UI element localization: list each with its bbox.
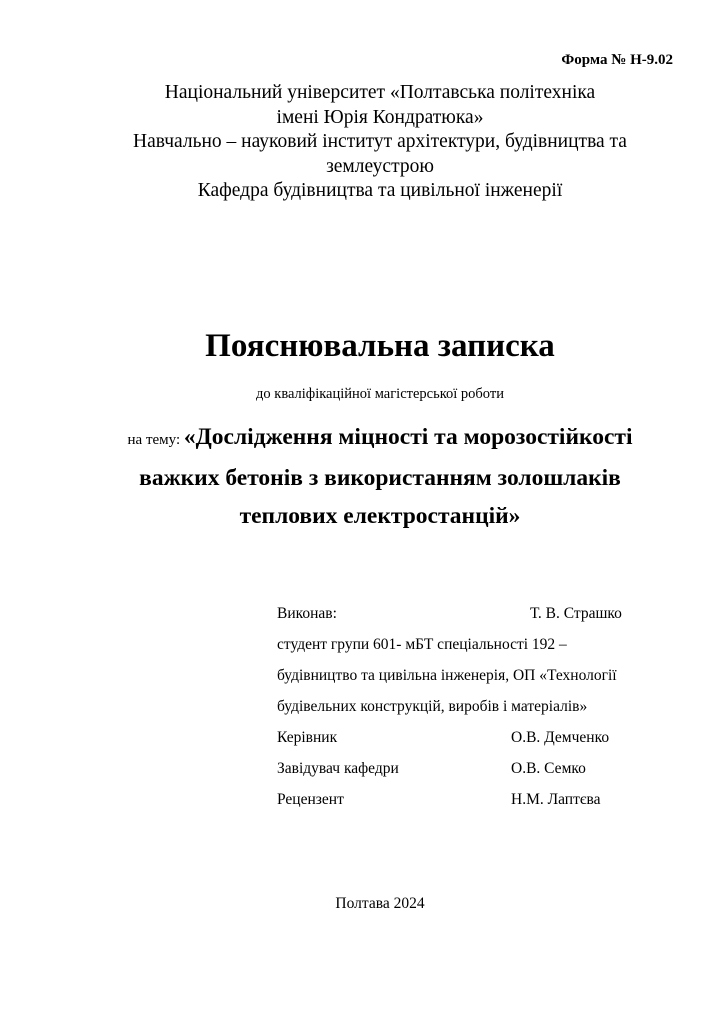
reviewer-label: Рецензент [277,791,344,808]
performed-by-row [277,598,677,629]
institution-line-department: Кафедра будівництва та цивільної інженерії [197,180,563,201]
institution-line-university-name: імені Юрія Кондратюка» [276,106,484,128]
topic-text-1: «Дослідження міцності та морозостійкості [183,424,633,450]
supervisor-label: Керівник [277,729,338,746]
institution-line-institute: Навчально – науковий інститут архітектури, будівництва та [133,131,627,152]
head-of-department-name: О.В. Семко [511,760,586,777]
head-of-department-label: Завідувач кафедри [277,760,399,777]
head-of-department-row [277,753,677,784]
reviewer-row [277,784,677,815]
supervisor-row [277,722,677,753]
institution-line-institute-cont: землеустрою [326,155,434,177]
student-info-line-1: студент групи 601- мБТ спеціальності 192 – [277,636,567,653]
document-subtitle: до кваліфікаційної магістерської роботи [256,386,504,402]
student-info-line-2: будівництво та цивільна інженерія, ОП «Технології [277,667,617,684]
student-info-line-3: будівельних конструкцій, виробів і матеріалів» [277,698,588,715]
institution-header [0,81,724,204]
form-number: Форма № Н-9.02 [561,52,673,68]
topic-line-3: теплових електростанцій» [239,503,521,529]
performed-by-label: Виконав: [277,605,337,622]
city-year: Полтава 2024 [335,895,425,912]
document-title: Пояснювальна записка [205,328,555,364]
signers-block [277,598,677,815]
topic-line-2: важких бетонів з використанням золошлаків [139,465,621,491]
performed-by-name: Т. В. Страшко [530,605,622,622]
reviewer-name: Н.М. Лаптєва [511,791,601,808]
institution-line-university: Національний університет «Полтавська політехніка [164,82,596,103]
topic-lead: на тему: [127,432,184,448]
topic-line-1 [0,418,724,459]
thesis-topic [0,418,724,535]
supervisor-name: О.В. Демченко [511,729,610,746]
